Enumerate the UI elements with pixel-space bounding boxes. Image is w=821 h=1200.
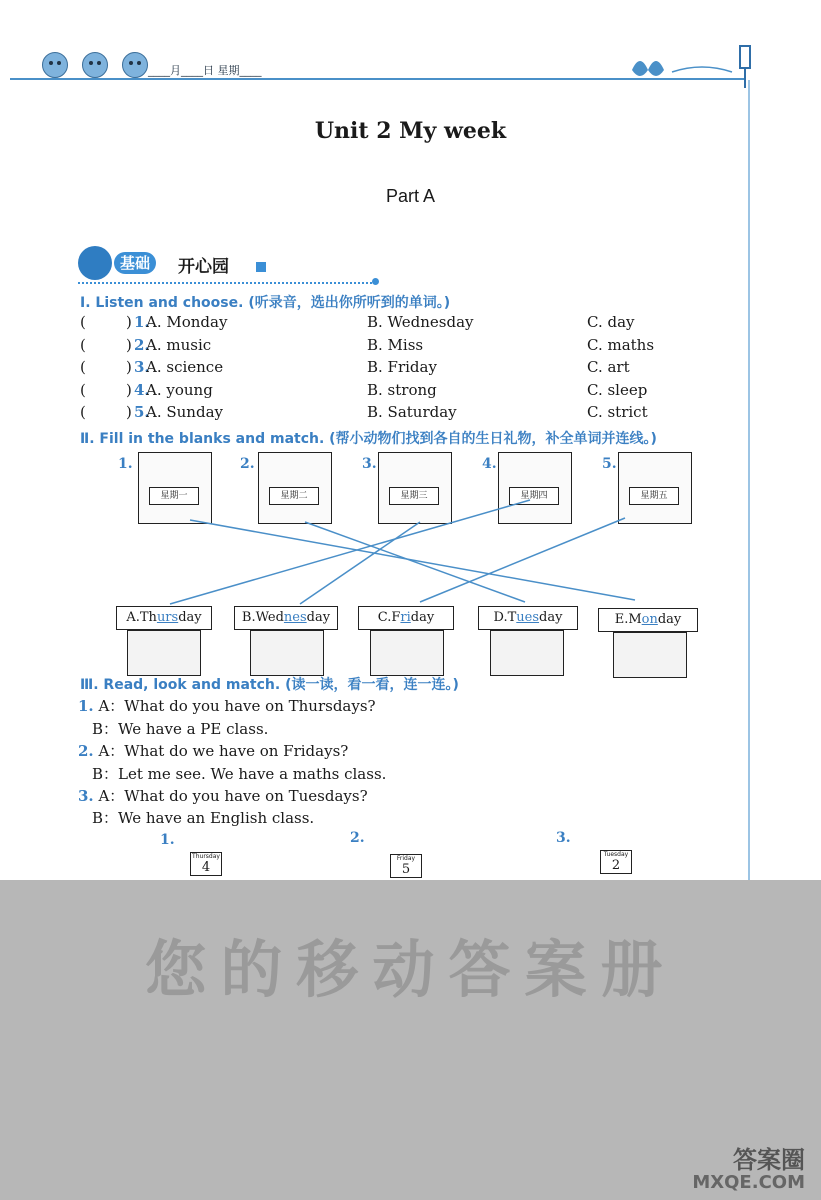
animal-number: 4. [482, 456, 497, 472]
q1-row: ( ) 5. A. Sunday B. Saturday C. strict [80, 403, 648, 421]
animal-number: 1. [118, 456, 133, 472]
gift-label[interactable]: A.Thursday [116, 606, 212, 630]
animal-tag: 星期一 [149, 487, 199, 505]
animal-tag: 星期二 [269, 487, 319, 505]
section-badge-rest: 开心园 [178, 257, 229, 277]
corner-url: MXQE.COM [692, 1172, 805, 1193]
picture-number: 2. [350, 830, 365, 846]
match-line [300, 522, 420, 604]
q1-row: ( ) 4. A. young B. strong C. sleep [80, 381, 648, 399]
q1-row: ( ) 1. A. Monday B. Wednesday C. day [80, 313, 635, 331]
gift-box-icon [490, 630, 564, 676]
match-line [170, 500, 530, 604]
filled-blank: ues [516, 610, 540, 625]
calendar-icon: Thursday 4 [190, 852, 222, 876]
filled-blank: nes [283, 610, 307, 625]
match-line [190, 520, 635, 600]
corner-logo: 答案圈 [733, 1146, 805, 1174]
gift-label[interactable]: C.Friday [358, 606, 454, 630]
dialog-line: B：We have an English class. [92, 809, 315, 827]
page-title: Unit 2 My week [314, 118, 507, 144]
animal-tag: 星期四 [509, 487, 559, 505]
gift-label[interactable]: B.Wednesday [234, 606, 338, 630]
filled-blank: on [641, 612, 658, 627]
dialog-line: 1. A：What do you have on Thursdays? [78, 697, 376, 715]
match-line [420, 518, 625, 602]
q2-heading: Ⅱ. Fill in the blanks and match. (帮小动物们找到各自的生日礼物，补全单词并连线。) [80, 431, 657, 447]
q1-row: ( ) 2. A. music B. Miss C. maths [80, 336, 655, 354]
animal-number: 5. [602, 456, 617, 472]
picture-number: 3. [556, 830, 571, 846]
gift-label[interactable]: D.Tuesday [478, 606, 578, 630]
dialog-line: B：Let me see. We have a maths class. [92, 765, 387, 783]
gift-box-icon [250, 630, 324, 676]
gift-label[interactable]: E.Monday [598, 608, 698, 632]
q1-heading: Ⅰ. Listen and choose. (听录音，选出你所听到的单词。) [80, 295, 451, 311]
watermark-text: 您的移动答案册 [144, 933, 677, 1006]
calendar-icon: Friday 5 [390, 854, 422, 878]
calendar-icon: Tuesday 2 [600, 850, 632, 874]
gift-box-icon [613, 632, 687, 678]
gift-box-icon [127, 630, 201, 676]
dialog-line: 3. A：What do you have on Tuesdays? [78, 787, 368, 805]
date-line: ____月____日 星期____ [148, 64, 262, 77]
q1-row: ( ) 3. A. science B. Friday C. art [80, 358, 630, 376]
dialog-line: 2. A：What do we have on Fridays? [78, 742, 349, 760]
animal-number: 3. [362, 456, 377, 472]
animal-tag: 星期五 [629, 487, 679, 505]
dialog-line: B：We have a PE class. [92, 720, 269, 738]
filled-blank: urs [156, 610, 179, 625]
gift-box-icon [370, 630, 444, 676]
q3-heading: Ⅲ. Read, look and match. (读一读，看一看，连一连。) [80, 677, 459, 693]
part-title: Part A [385, 186, 436, 206]
filled-blank: ri [400, 610, 411, 625]
section-badge-label: 基础 [114, 252, 156, 274]
picture-number: 1. [160, 832, 175, 848]
animal-number: 2. [240, 456, 255, 472]
animal-tag: 星期三 [389, 487, 439, 505]
